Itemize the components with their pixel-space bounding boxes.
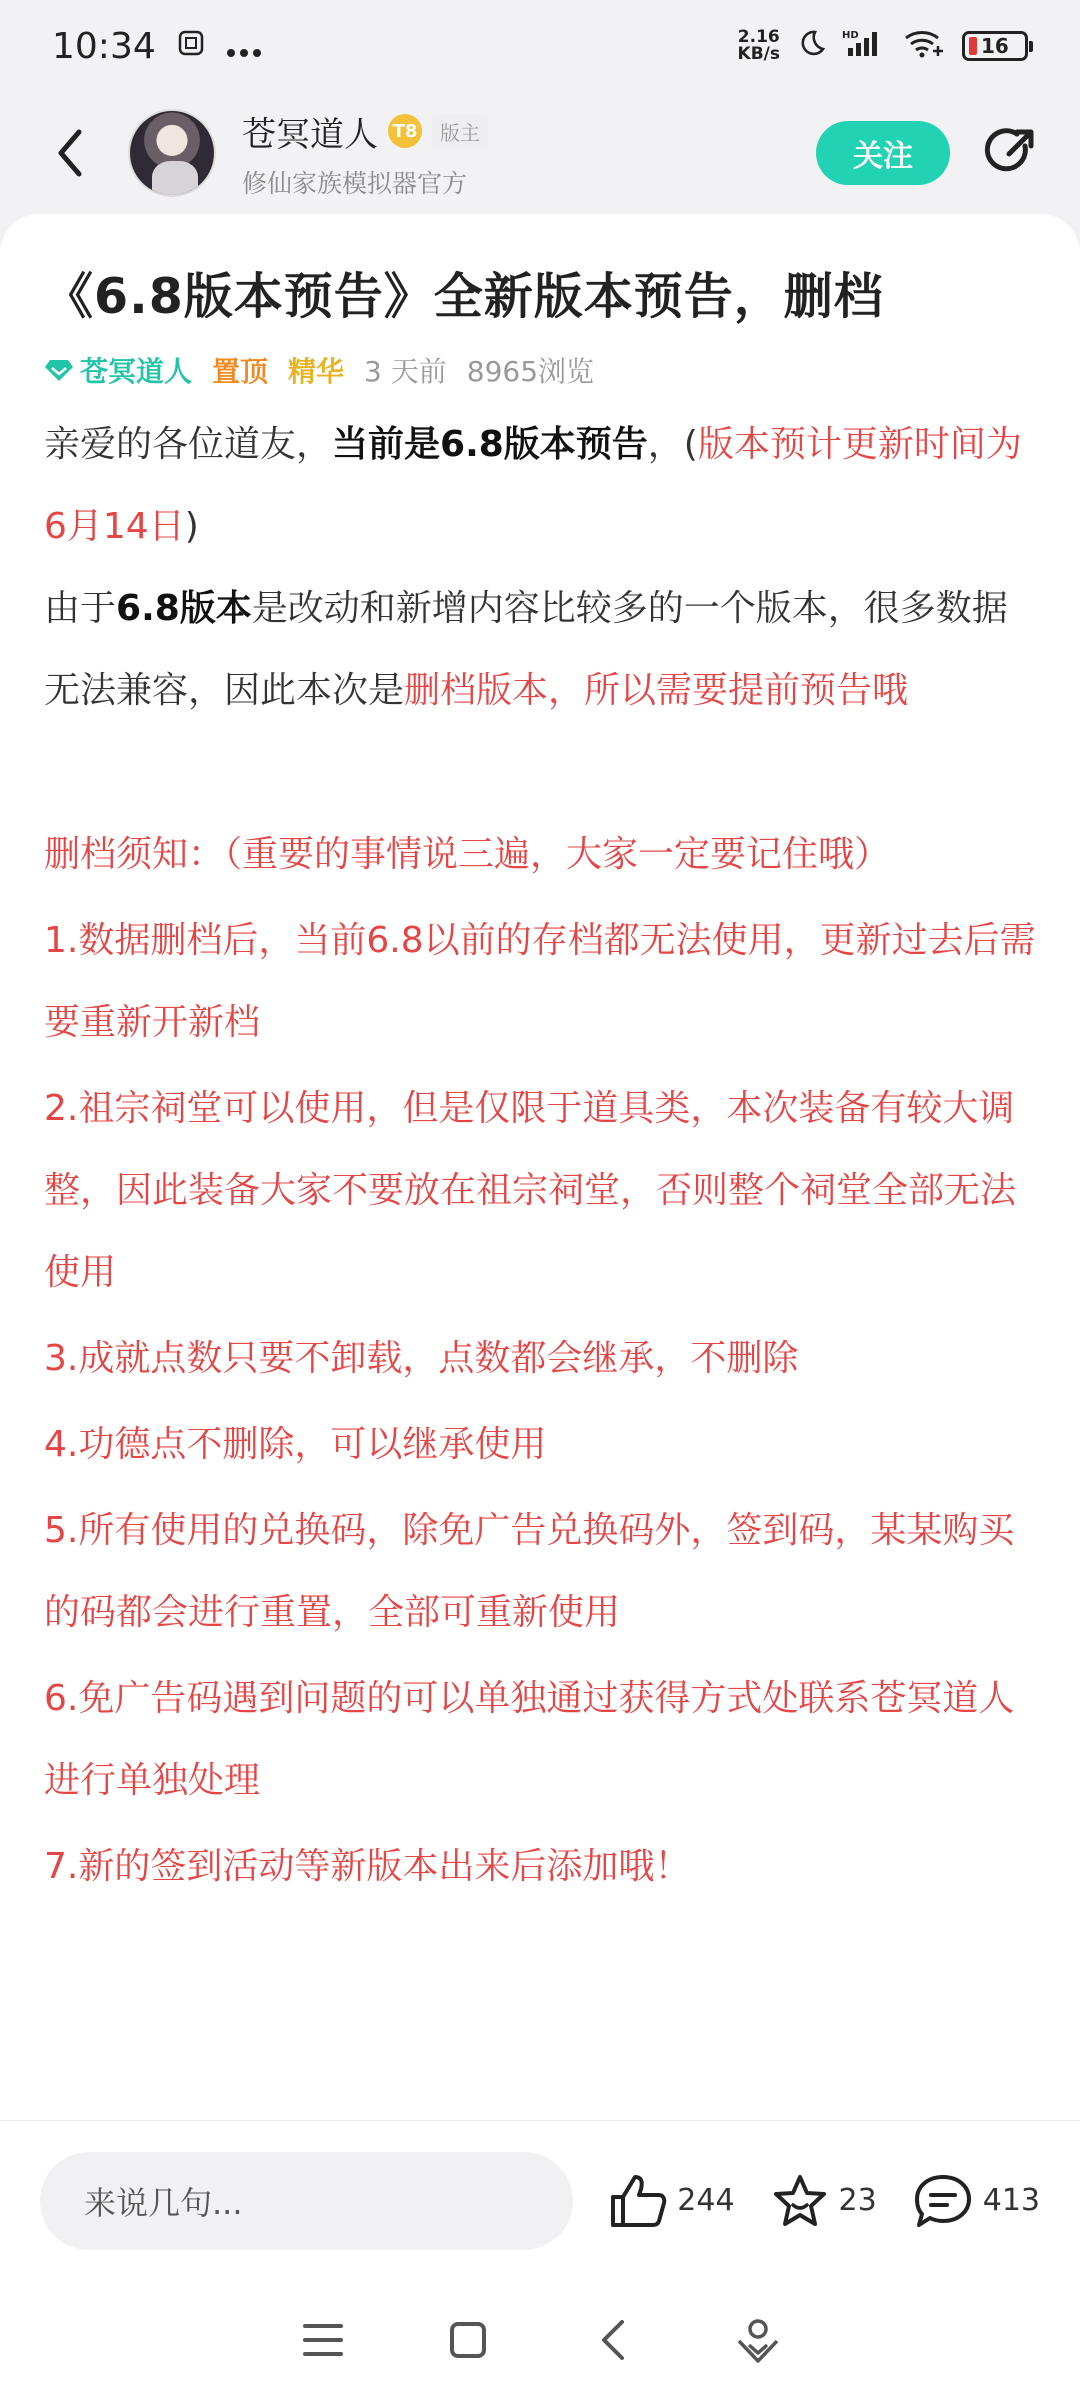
favorite-count: 23 [838,2183,877,2218]
more-notifications-icon [226,26,262,67]
view-count: 8965浏览 [466,355,595,388]
notice-item: 6.免广告码遇到问题的可以单独通过获得方式处联系苍冥道人进行单独处理 [44,1678,1015,1801]
svg-text:HD: HD [842,29,859,41]
author-avatar[interactable] [128,109,216,197]
network-speed: 2.16 KB/s [737,27,780,64]
notice-item: 1.数据删档后，当前6.8以前的存档都无法使用，更新过去后需要重新开新档 [44,920,1036,1043]
home-button[interactable] [438,2310,498,2370]
battery-indicator: 16 [962,31,1028,61]
cellular-signal-icon [842,26,886,67]
back-button[interactable] [40,123,100,183]
star-icon [771,2173,829,2229]
notice-title: 删档须知：（重要的事情说三遍，大家一定要记住哦） [44,834,891,875]
post-time: 3 天前 [364,355,447,388]
notice-item: 3.成就点数只要不卸载，点数都会继承，不删除 [44,1338,799,1379]
role-badge: 版主 [432,115,488,148]
follow-button[interactable]: 关注 [816,121,950,185]
menu-icon [303,2322,343,2358]
wifi-icon [902,26,946,67]
comment-input[interactable]: 来说几句... [40,2152,573,2250]
nav-back-button[interactable] [583,2310,643,2370]
assistant-icon [733,2315,783,2365]
author-name: 苍冥道人 [242,114,378,155]
post-meta [44,350,1036,390]
share-button[interactable] [980,123,1040,183]
comment-button[interactable] [913,2173,1040,2229]
do-not-disturb-icon [796,26,826,67]
back-arrow-icon [55,128,85,178]
pinned-badge: 置顶 [212,355,269,388]
thumbs-up-icon [609,2173,667,2229]
share-icon [981,124,1039,182]
paragraph-intro: 亲爱的各位道友，当前是6.8版本预告，(版本预计更新时间为6月14日) [44,424,1022,547]
level-badge: T8 [388,114,422,148]
status-bar [0,0,1080,92]
app-notification-icon [176,26,206,67]
menu-button[interactable] [293,2310,353,2370]
like-count: 244 [677,2183,735,2218]
notice-item: 7.新的签到活动等新版本出来后添加哦！ [44,1846,691,1887]
diamond-icon [44,358,74,382]
like-button[interactable] [609,2173,734,2229]
author-subtitle: 修仙家族模拟器官方 [242,168,468,198]
author-info[interactable] [242,107,488,200]
system-nav-bar [0,2280,1080,2400]
comment-bubble-icon [913,2173,973,2229]
comment-count: 413 [982,2183,1040,2218]
paragraph-reason: 由于6.8版本是改动和新增内容比较多的一个版本，很多数据无法兼容，因此本次是删档版本，所以需要提前预告哦 [44,588,1008,711]
notice-item: 5.所有使用的兑换码，除免广告兑换码外，签到码，某某购买的码都会进行重置，全部可重新使用 [44,1510,1015,1633]
post-author-tag[interactable]: 苍冥道人 [44,350,192,390]
notice-item: 2.祖宗祠堂可以使用，但是仅限于道具类，本次装备有较大调整，因此装备大家不要放在祖宗祠堂，否则整个祠堂全部无法使用 [44,1088,1017,1293]
nav-back-icon [598,2318,628,2362]
home-square-icon [448,2320,488,2360]
favorite-button[interactable] [771,2173,877,2229]
post-header [0,92,1080,214]
status-time: 10:34 [52,25,156,67]
assistant-button[interactable] [728,2310,788,2370]
post-title: 《6.8版本预告》全新版本预告，删档 [44,268,884,325]
bottom-action-bar [0,2120,1080,2280]
post-card [0,214,1080,2120]
essence-badge: 精华 [288,355,345,388]
post-content [44,404,1036,1908]
notice-item: 4.功德点不删除，可以继承使用 [44,1424,547,1465]
